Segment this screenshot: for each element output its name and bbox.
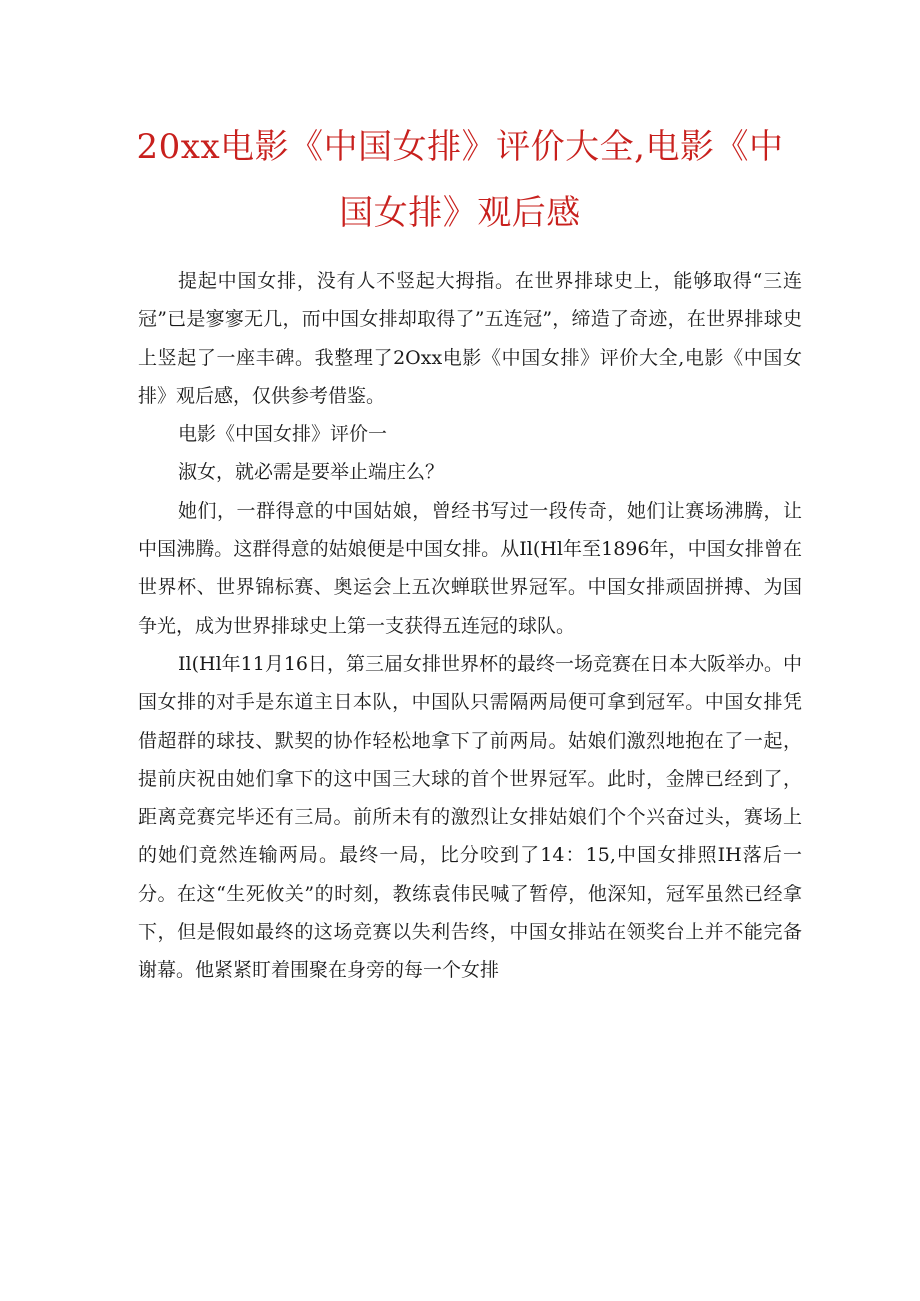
title-line-1: 20xx电影《中国女排》评价大全,电影《中 — [136, 127, 784, 167]
paragraph-match: Il(Hl年11月16日，第三届女排世界杯的最终一场竞赛在日本大阪举办。中国女排的对手是东道主日本队，中国队只需隔两局便可拿到冠军。中国女排凭借超群的球技、默契的协作轻松地拿下了前两局。姑娘们激烈地抱在了一起，提前庆祝由她们拿下的这中国三大球的首个世界冠军。此时，金牌已经到了，距离竞赛完毕还有三局。前所未有的激烈让女排姑娘们个个兴奋过头，赛场上的她们竟然连输两局。最终一局，比分咬到了14：15,中国女排照IH落后一分。在这“生死攸关”的时刻，教练袁伟民喊了暂停，他深知，冠军虽然已经拿下，但是假如最终的这场竞赛以失利告终，中国女排站在领奖台上并不能完备谢幕。他紧紧盯着围聚在身旁的每一个女排 — [138, 652, 802, 982]
document-body — [138, 262, 802, 990]
paragraph-history: 她们，一群得意的中国姑娘，曾经书写过一段传奇，她们让赛场沸腾，让中国沸腾。这群得意的姑娘便是中国女排。从Il(Hl年至1896年，中国女排曾在世界杯、世界锦标赛、奥运会上五次蝉联世界冠军。中国女排顽固拼搏、为国争光，成为世界排球史上第一支获得五连冠的球队。 — [138, 499, 802, 637]
paragraph-intro: 提起中国女排，没有人不竖起大拇指。在世界排球史上，能够取得“三连冠”已是寥寥无几，而中国女排却取得了”五连冠”，缔造了奇迹，在世界排球史上竖起了一座丰碑。我整理了2Oxx电影《中国女排》评价大全,电影《中国女排》观后感，仅供参考借鉴。 — [138, 270, 802, 407]
title-line-2: 国女排》观后感 — [339, 193, 581, 233]
document-title — [130, 114, 790, 246]
paragraph-question: 淑女，就必需是要举止端庄么？ — [178, 461, 445, 484]
section-heading: 电影《中国女排》评价一 — [178, 423, 388, 446]
